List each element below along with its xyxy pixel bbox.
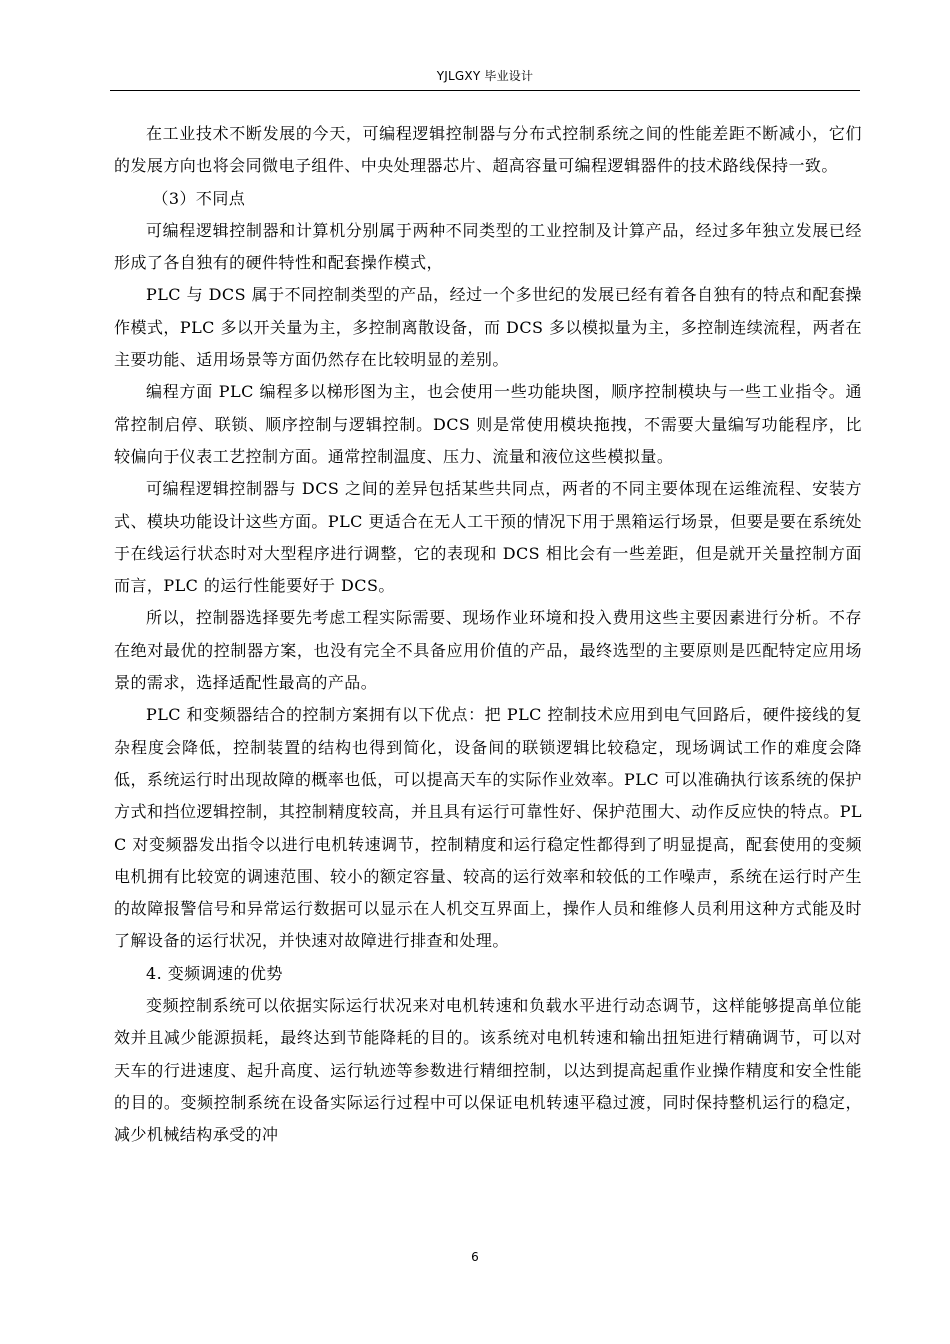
section-heading-vfd-advantages: 4. 变频调速的优势 (146, 963, 283, 983)
page-number: 6 (471, 1250, 479, 1264)
paragraph-plc-vs-dcs: PLC 与 DCS 属于不同控制类型的产品，经过一个多世纪的发展已经有着各自独有的特点和配套操作模式，PLC 多以开关量为主，多控制离散设备，而 DCS 多以模拟量为主，多控制连续流程，两者在主要功能、适用场景等方面仍然存在比较明显的差别。 (114, 285, 862, 370)
paragraph-plc-inverter-advantages: PLC 和变频器结合的控制方案拥有以下优点：把 PLC 控制技术应用到电气回路后，硬件接线的复杂程度会降低，控制装置的结构也得到简化，设备间的联锁逻辑比较稳定，现场调试工作的难度会降低，系统运行时出现故障的概率也低，可以提高天车的实际作业效率。PLC 可以准确执行该系统的保护方式和挡位逻辑控制，其控制精度较高，并且具有运行可靠性好、保护范围大、动作反应快的特点。PLC 对变频器发出指令以进行电机转速调节，控制精度和运行稳定性都得到了明显提高，配套使用的变频电机拥有比较宽的调速范围、较小的额定容量、较高的运行效率和较低的工作噪声，系统在运行时产生的故障报警信号和异常运行数据可以显示在人机交互界面上，操作人员和维修人员利用这种方式能及时了解设备的运行状况，并快速对故障进行排查和处理。 (114, 705, 862, 951)
paragraph-controller-selection: 所以，控制器选择要先考虑工程实际需要、现场作业环境和投入费用这些主要因素进行分析。不存在绝对最优的控制器方案，也没有完全不具备应用价值的产品，最终选型的主要原则是匹配特定应用场景的需求，选择适配性最高的产品。 (114, 608, 862, 693)
subheading-differences: （3）不同点 (152, 188, 246, 208)
page-header (110, 62, 860, 91)
document-body (114, 118, 862, 1152)
paragraph-differences-detail: 可编程逻辑控制器与 DCS 之间的差异包括某些共同点，两者的不同主要体现在运维流程、安装方式、模块功能设计这些方面。PLC 更适合在无人工干预的情况下用于黑箱运行场景，但要是要在系统处于在线运行状态时对大型程序进行调整，它的表现和 DCS 相比会有一些差距，但是就开关量控制方面而言，PLC 的运行性能要好于 DCS。 (114, 479, 862, 596)
paragraph-programming: 编程方面 PLC 编程多以梯形图为主，也会使用一些功能块图，顺序控制模块与一些工业指令。通常控制启停、联锁、顺序控制与逻辑控制。DCS 则是常使用模块拖拽，不需要大量编写功能程序，比较偏向于仪表工艺控制方面。通常控制温度、压力、流量和液位这些模拟量。 (114, 382, 862, 466)
paragraph-vfd-system: 变频控制系统可以依据实际运行状况来对电机转速和负载水平进行动态调节，这样能够提高单位能效并且减少能源损耗，最终达到节能降耗的目的。该系统对电机转速和输出扭矩进行精确调节，可以对天车的行进速度、起升高度、运行轨迹等参数进行精细控制，以达到提高起重作业操作精度和安全性能的目的。变频控制系统在设备实际运行过程中可以保证电机转速平稳过渡，同时保持整机运行的稳定，减少机械结构承受的冲 (114, 996, 862, 1145)
paragraph-performance-gap: 在工业技术不断发展的今天，可编程逻辑控制器与分布式控制系统之间的性能差距不断减小，它们的发展方向也将会同微电子组件、中央处理器芯片、超高容量可编程逻辑器件的技术路线保持一致。 (114, 124, 862, 176)
paragraph-plc-vs-computer: 可编程逻辑控制器和计算机分别属于两种不同类型的工业控制及计算产品，经过多年独立发展已经形成了各自独有的硬件特性和配套操作模式， (114, 220, 862, 273)
header-title: YJLGXY 毕业设计 (436, 69, 534, 83)
